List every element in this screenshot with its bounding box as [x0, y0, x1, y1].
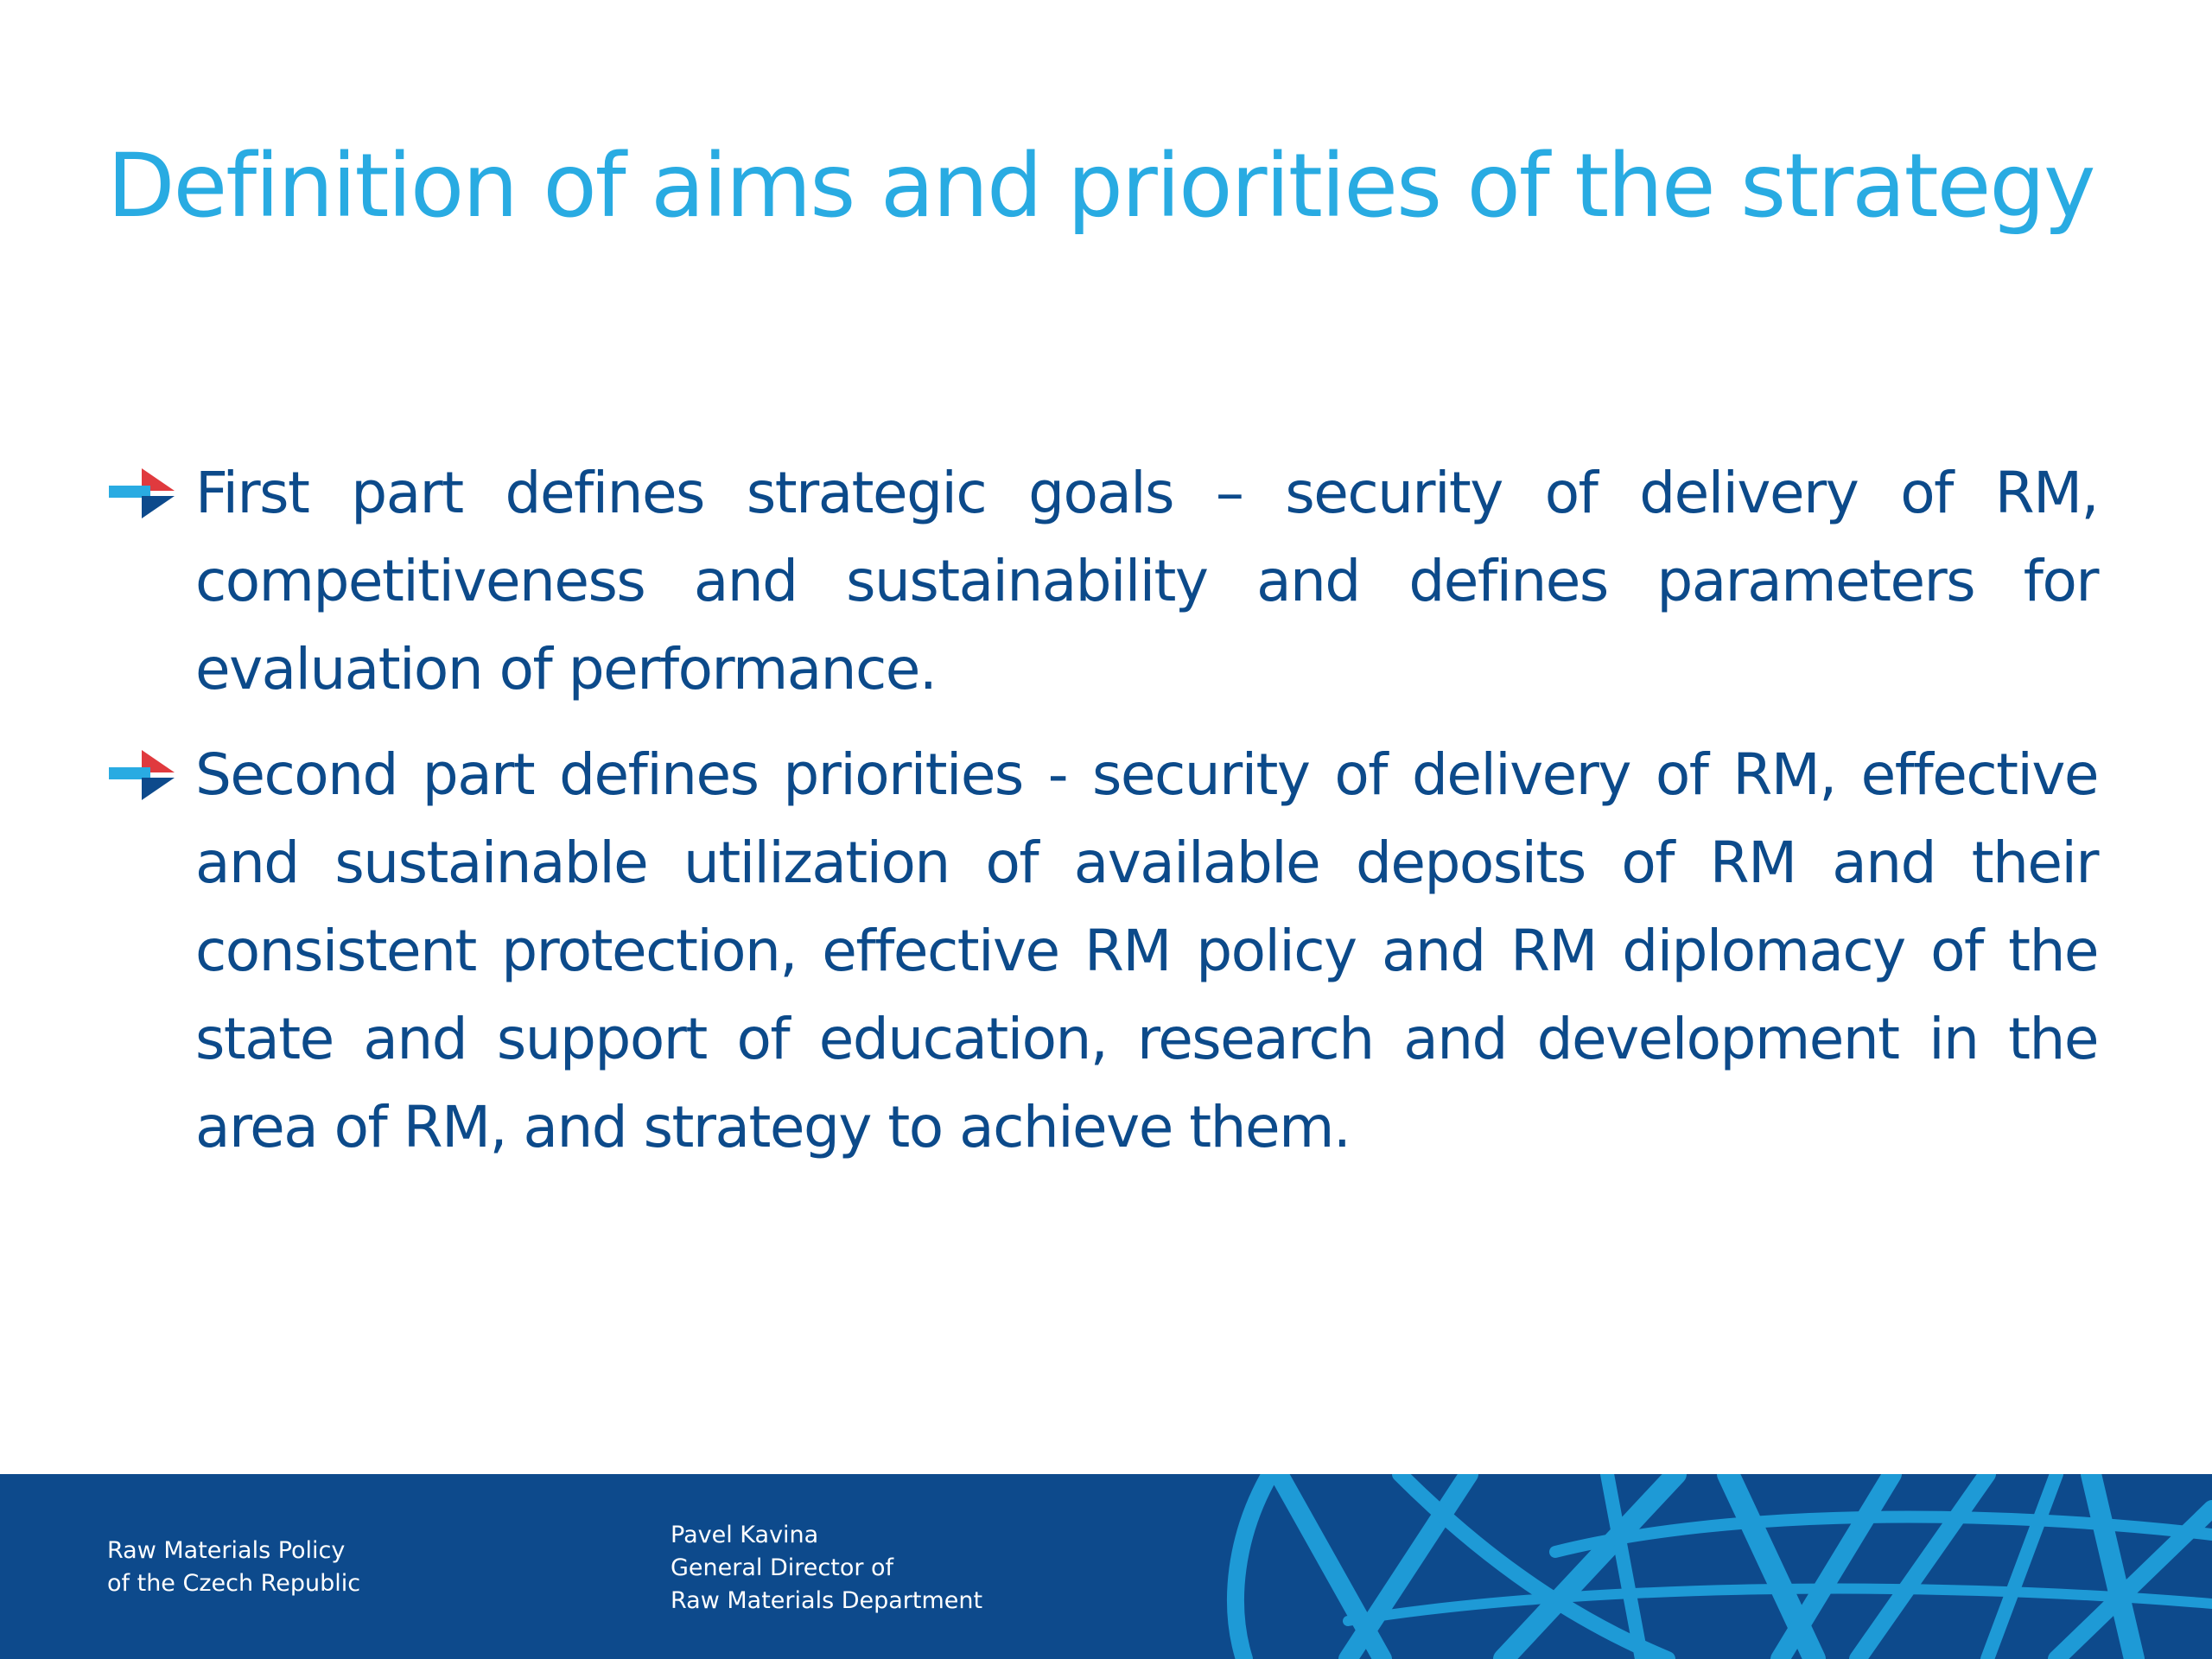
bullet-item: [107, 449, 2098, 714]
footer-mid-line: General Director of: [671, 1554, 894, 1581]
bullet-text: First part defines strategic goals – security of delivery of RM, competitiveness and sustainability and defines parameters for evaluation of performance.: [195, 460, 2098, 702]
footer-left-line: Raw Materials Policy: [107, 1537, 346, 1564]
arrow-right-icon: [107, 467, 176, 520]
bullet-item: [107, 731, 2098, 1172]
slide-title: Definition of aims and priorities of the strategy: [107, 135, 2094, 238]
footer-mid-line: Pavel Kavina: [671, 1522, 819, 1548]
footer-policy-text: [107, 1535, 360, 1600]
bullet-text: Second part defines priorities - security of delivery of RM, effective and sustainable utilization of available deposits of RM and their consistent protection, effective RM policy and RM diplomacy of the state and support of education, research and development in the area of RM, and strategy to achieve them.: [195, 741, 2098, 1160]
footer-bar: [0, 1474, 2212, 1659]
footer-left-line: of the Czech Republic: [107, 1570, 361, 1597]
footer-author-text: [671, 1519, 982, 1618]
arrow-right-icon: [107, 748, 176, 802]
footer-mid-line: Raw Materials Department: [671, 1587, 983, 1614]
bullet-list: [107, 449, 2098, 1189]
